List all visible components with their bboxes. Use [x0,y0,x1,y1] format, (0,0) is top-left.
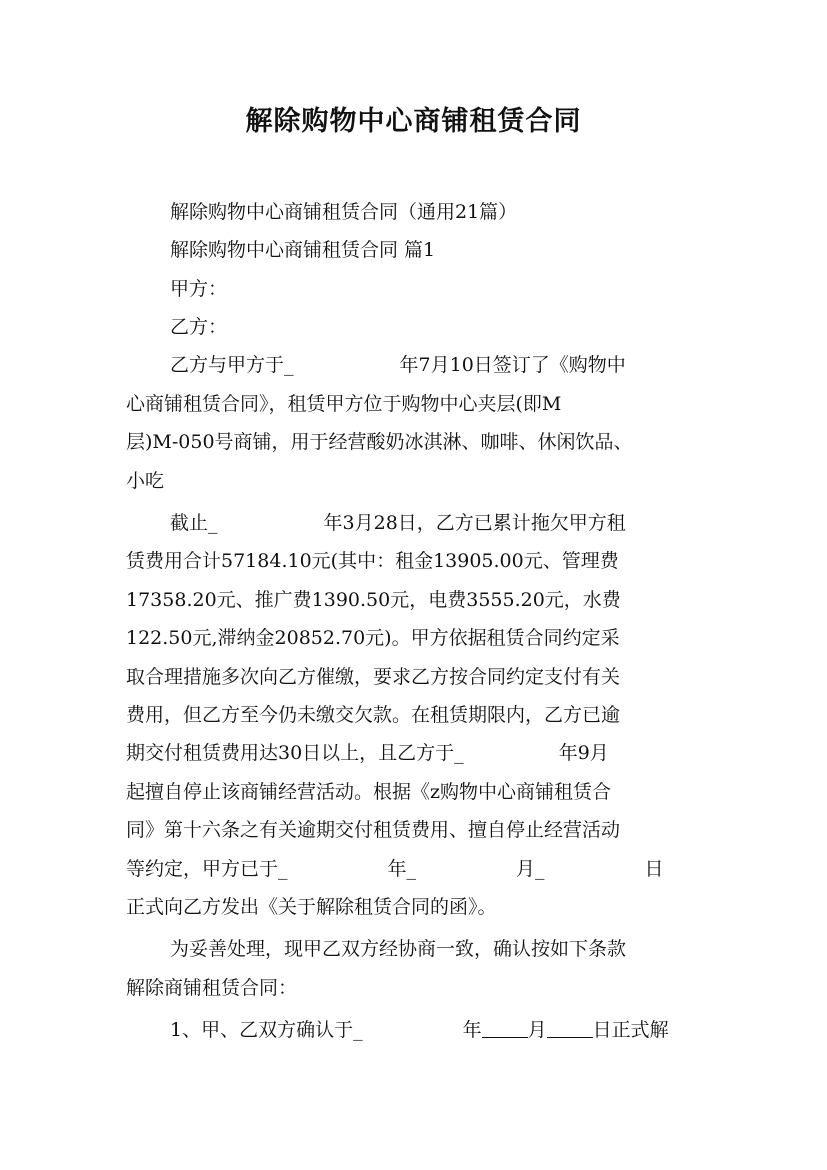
text-segment: 小吃 [126,470,165,492]
text-segment: 起擅自停止该商铺经营活动。根据《z购物中心商铺租赁合 [126,781,612,803]
text-segment: 年9月 [558,742,609,764]
party-b-label: 乙方： [170,316,228,338]
paragraph-line [126,428,633,456]
section-heading-text: 解除购物中心商铺租赁合同 篇1 [170,239,436,261]
text-segment: 解除商铺租赁合同： [126,977,298,999]
paragraph-line [170,509,626,537]
text-segment: 年7月10日签订了《购物中 [399,354,626,376]
paragraph-line [126,739,609,767]
paragraph-line [126,701,620,729]
text-segment: 17358.20元、推广费1390.50元，电费3555.20元，水费 [126,589,621,611]
text-segment: 期交付租赁费用达30日以上，且乙方于_ [126,742,464,764]
text-segment: 费用，但乙方至今仍未缴交欠款。在租赁期限内，乙方已逾 [126,704,621,726]
paragraph-line [126,547,619,575]
paragraph-line [170,351,626,379]
paragraph-line [126,663,620,691]
party-a-line [170,275,227,303]
text-segment: 同》第十六条之有关逾期交付租赁费用、擅自停止经营活动 [126,819,621,841]
paragraph-line [126,778,611,806]
text-segment: 1、甲、乙双方确认于_ [170,1019,363,1041]
text-segment: 取合理措施多次向乙方催缴，要求乙方按合同约定支付有关 [126,666,621,688]
text-segment: 截止_ [170,512,218,534]
paragraph-line [126,390,561,418]
text-segment: 赁费用合计57184.10元(其中：租金13905.00元、管理费 [126,550,619,572]
text-segment: 乙方与甲方于_ [170,354,294,376]
text-segment: 日 [644,858,664,880]
blank-underline [482,1018,528,1038]
text-segment: 等约定，甲方已于_ [126,858,288,880]
subtitle-line [170,198,517,226]
text-segment: 为妥善处理，现甲乙双方经协商一致，确认按如下条款 [170,938,627,960]
text-segment: 月_ [516,858,545,880]
paragraph-line [126,624,620,652]
paragraph-line [126,974,297,1002]
blank-underline [547,1018,593,1038]
paragraph-line [170,935,626,963]
paragraph-line [126,855,664,883]
text-segment: 122.50元,滞纳金20852.70元)。甲方依据租赁合同约定采 [126,627,620,649]
text-segment: 月 [527,1019,547,1041]
paragraph-line [170,1016,669,1044]
text-segment: 正式向乙方发出《关于解除租赁合同的函》。 [126,896,497,918]
text-segment: 心商铺租赁合同》，租赁甲方位于购物中心夹层(即M [126,393,562,415]
subtitle-text: 解除购物中心商铺租赁合同（通用21篇） [170,201,518,223]
paragraph-line [126,586,621,614]
text-segment: 日正式解 [592,1019,669,1041]
paragraph-line [126,467,164,495]
party-b-line [170,313,227,341]
party-a-label: 甲方： [170,278,228,300]
text-segment: 年 [462,1019,482,1041]
section-heading-line [170,236,435,264]
document-title: 解除购物中心商铺租赁合同 [245,106,582,137]
text-segment: 层)M-050号商铺，用于经营酸奶冰淇淋、咖啡、休闲饮品、 [126,431,633,453]
text-segment: 年3月28日，乙方已累计拖欠甲方租 [323,512,626,534]
paragraph-line [126,893,497,921]
text-segment: 年_ [387,858,417,880]
paragraph-line [126,816,620,844]
